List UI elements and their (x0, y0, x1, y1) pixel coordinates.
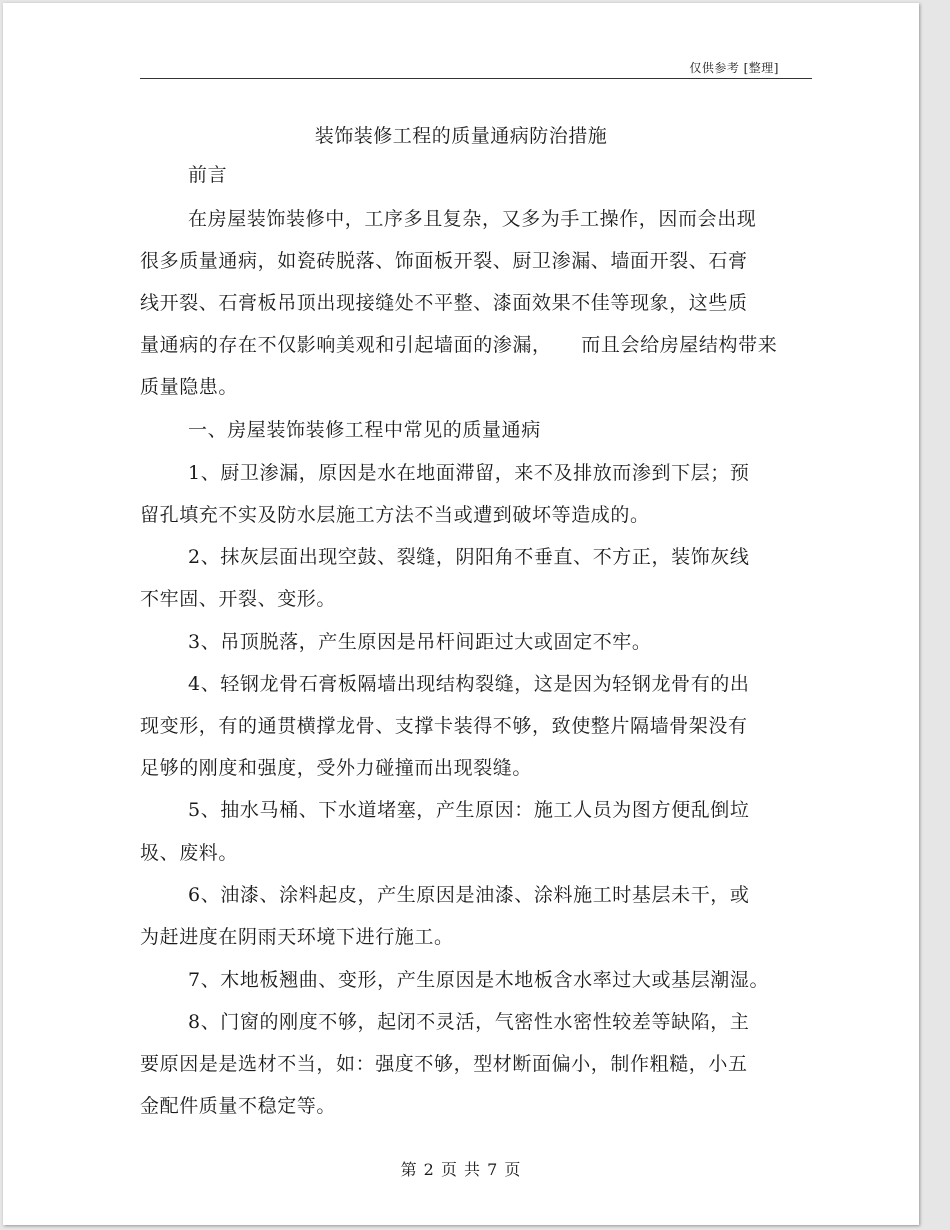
paragraph-line: 不牢固、开裂、变形。 (140, 588, 337, 610)
paragraph-line: 6、油漆、涂料起皮，产生原因是油漆、涂料施工时基层未干，或 (188, 884, 750, 906)
paragraph-line: 在房屋装饰装修中，工序多且复杂，又多为手工操作，因而会出现 (188, 208, 757, 230)
paragraph-line: 量通病的存在不仅影响美观和引起墙面的渗漏， 而且会给房屋结构带来 (140, 334, 778, 356)
paragraph-line: 7、木地板翘曲、变形，产生原因是木地板含水率过大或基层潮湿。 (188, 969, 770, 991)
paragraph-line: 要原因是是选材不当，如：强度不够，型材断面偏小，制作粗糙，小五 (140, 1053, 748, 1075)
paragraph-line: 很多质量通病，如瓷砖脱落、饰面板开裂、厨卫渗漏、墙面开裂、石膏 (140, 250, 748, 272)
header-note: 仅供参考 [整理] (689, 61, 779, 75)
paragraph-line: 一、房屋装饰装修工程中常见的质量通病 (188, 419, 541, 441)
header-rule (140, 78, 812, 79)
paragraph-line: 留孔填充不实及防水层施工方法不当或遭到破坏等造成的。 (140, 504, 650, 526)
page-number: 第 2 页 共 7 页 (400, 1160, 522, 1179)
paragraph-line: 线开裂、石膏板吊顶出现接缝处不平整、漆面效果不佳等现象，这些质 (140, 292, 748, 314)
paragraph-line: 前言 (188, 164, 228, 186)
paragraph-line: 1、厨卫渗漏，原因是水在地面滞留，来不及排放而渗到下层；预 (188, 462, 750, 484)
paragraph-line: 足够的刚度和强度，受外力碰撞而出现裂缝。 (140, 757, 533, 779)
paragraph-line: 5、抽水马桶、下水道堵塞，产生原因：施工人员为图方便乱倒垃 (188, 799, 750, 821)
paragraph-line: 4、轻钢龙骨石膏板隔墙出现结构裂缝，这是因为轻钢龙骨有的出 (188, 673, 750, 695)
paragraph-line: 3、吊顶脱落，产生原因是吊杆间距过大或固定不牢。 (188, 631, 652, 653)
paragraph-line: 8、门窗的刚度不够，起闭不灵活，气密性水密性较差等缺陷，主 (188, 1011, 750, 1033)
paragraph-line: 为赶进度在阴雨天环境下进行施工。 (140, 926, 454, 948)
paragraph-line: 质量隐患。 (140, 376, 239, 398)
paragraph-line: 圾、废料。 (140, 842, 239, 864)
paragraph-line: 现变形，有的通贯横撑龙骨、支撑卡装得不够，致使整片隔墙骨架没有 (140, 715, 748, 737)
document-page (3, 3, 919, 1225)
paragraph-line: 金配件质量不稳定等。 (140, 1095, 337, 1117)
document-title: 装饰装修工程的质量通病防治措施 (314, 125, 608, 147)
paragraph-line: 2、抹灰层面出现空鼓、裂缝，阴阳角不垂直、不方正，装饰灰线 (188, 546, 750, 568)
